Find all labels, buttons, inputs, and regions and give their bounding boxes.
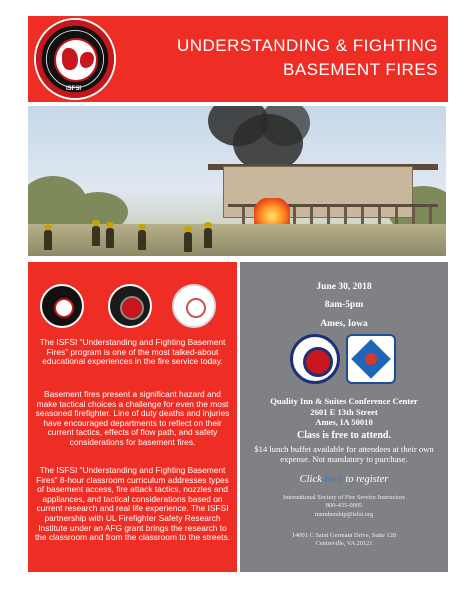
firefighter-figure [92, 226, 100, 246]
curriculum-paragraph: The ISFSI “Understanding and Fighting Basement Fires” 8-hour classroom curriculum addresses types of basement access, fire attack tactics, nozzles and appliances, and tactical considerations based on current research and real life experience. The ISFSI partnership with UL Firefighter Safety Research Institute under an AFG grant brings the research to the classroom and from the classroom to the streets. [34, 465, 231, 543]
isfsi-badge-icon [40, 284, 84, 328]
research-badge-icon [172, 284, 216, 328]
org-contact [240, 494, 448, 519]
hazard-paragraph: Basement fires present a significant hazard and make tactical choices a challenge for even the most seasoned firefighter. Line of duty deaths and injuries have encouraged departments to reflect on their current tactics, effects of flow path, and safety considerations for basement fires. [35, 389, 230, 447]
firefighter-figure [44, 230, 52, 250]
fire-academy-logo-icon [290, 334, 340, 384]
partner-badges [28, 284, 237, 332]
register-suffix: to register [342, 474, 389, 485]
org-phone: 800-435-0005 [325, 502, 363, 510]
firefighter-figure [106, 228, 114, 248]
flames [254, 198, 290, 224]
org-name: International Society of Fire Service Instructors [283, 494, 405, 501]
venue-street: 2601 E 13th Street [310, 406, 378, 417]
title-line-1: UNDERSTANDING & FIGHTING [176, 36, 438, 55]
ground [28, 224, 446, 256]
globe-icon [54, 38, 98, 82]
register-prefix: Click [299, 474, 325, 485]
description-panel [28, 262, 237, 572]
org-address [240, 532, 448, 549]
venue-city: Ames, IA 50010 [315, 417, 373, 427]
firefighter-figure [184, 232, 192, 252]
venue-name: Quality Inn & Suites Conference Center [270, 396, 418, 406]
org-email[interactable]: membership@isfsi.org [314, 510, 374, 518]
free-notice: Class is free to attend. [297, 430, 391, 441]
address-line-2: Centreville, VA 20121 [315, 540, 373, 548]
event-city: Ames, Iowa [320, 319, 368, 329]
isfsi-logo [34, 18, 116, 100]
firefighter-figure [204, 228, 212, 248]
event-time: 8am-5pm [324, 300, 364, 310]
register-link[interactable]: here [324, 474, 343, 485]
intro-paragraph: The ISFSI “Understanding and Fighting Basement Fires” program is one of the most talked-about educational experiences in the fire service today. [39, 337, 226, 367]
lunch-notice: $14 lunch buffet available for attendees at their own expense. Not mandatory to purchase. [254, 444, 434, 465]
fire-service-logo-icon [346, 334, 396, 384]
address-line-1: 14001 C Saint Germain Drive, Suite 128 [291, 532, 397, 539]
page-title [138, 34, 438, 82]
register-line [240, 474, 448, 485]
title-line-2: BASEMENT FIRES [283, 60, 438, 79]
event-details-panel [240, 262, 448, 572]
partner-logos [240, 334, 448, 388]
venue-address [240, 396, 448, 428]
fire-dept-badge-icon [108, 284, 152, 328]
logo-label: ISFSI [66, 86, 82, 92]
header-banner [28, 16, 448, 102]
event-date: June 30, 2018 [316, 282, 372, 292]
firefighter-figure [138, 230, 146, 250]
house-fire-photo [28, 106, 446, 256]
